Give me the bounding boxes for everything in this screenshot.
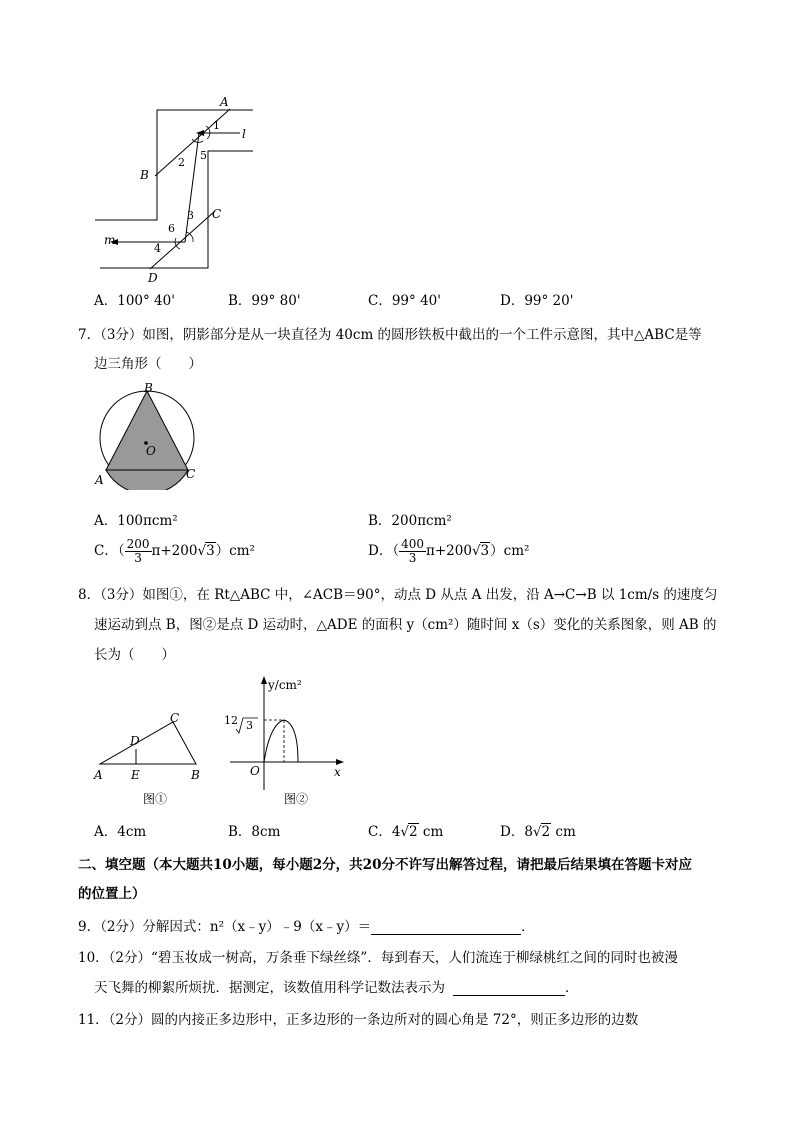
q6-option-a: A．100° 40'	[94, 293, 175, 309]
q7-option-c: C．（ $\frac{200}{3}$ π+200√3）cm²	[94, 537, 255, 565]
q7-option-d: D．（ $\frac{400}{3}$ π+200√3）cm²	[368, 537, 530, 565]
q10-answer-blank[interactable]	[453, 979, 565, 996]
label-m: m	[104, 233, 116, 247]
q8-fig1-label-A: A	[94, 768, 103, 782]
q11-text-line1: 11．（2分）圆的内接正多边形中，正多边形的一条边所对的圆心角是 72°，则正多边形的边数	[78, 1012, 639, 1028]
q8-fig1-label-D: D	[130, 734, 140, 748]
q8-text-line3: 长为（ ）	[94, 647, 175, 663]
q8-fig1-label-C: C	[170, 711, 180, 725]
label-A: A	[220, 95, 229, 109]
label-4: 4	[154, 242, 161, 255]
q7-text-line2: 边三角形（ ）	[94, 356, 202, 372]
question6-figure	[90, 92, 270, 287]
label-6: 6	[168, 222, 175, 235]
q9-answer-blank[interactable]	[371, 918, 521, 935]
q8-option-a: A．4cm	[94, 824, 147, 840]
q8-text-line2: 速运动到点 B，图②是点 D 运动时，△ADE 的面积 y（cm²）随时间 x（s）变化的关系图象，则 AB 的	[94, 617, 717, 633]
q8-fig2-value-3: 3	[246, 719, 253, 732]
label-C: C	[212, 207, 222, 221]
q7-option-a: A．100πcm²	[94, 513, 178, 529]
q8-fig1-caption: 图①	[143, 792, 168, 806]
q10-text-line1: 10．（2分）“碧玉妆成一树高，万条垂下绿丝绦”．每到春天，人们流连于柳绿桃红之间的同时也被漫	[78, 950, 678, 966]
q6-option-b: B．99° 80'	[228, 293, 301, 309]
q8-fig2-y-label: y/cm²	[268, 678, 302, 692]
label-l: l	[242, 127, 246, 141]
q6-option-c: C．99° 40'	[368, 293, 441, 309]
q7-option-b: B．200πcm²	[368, 513, 452, 529]
question7-figure	[90, 378, 210, 490]
q8-fig2-origin: O	[250, 764, 260, 778]
label-1: 1	[213, 119, 220, 132]
q7-label-O: O	[146, 444, 156, 458]
label-D: D	[148, 271, 158, 285]
section2-heading-line2: 的位置上）	[78, 886, 146, 902]
q8-option-b: B．8cm	[228, 824, 281, 840]
q8-text-line1: 8．（3分）如图①，在 Rt△ABC 中，∠ACB＝90°，动点 D 从点 A 出发，沿 A→C→B 以 1cm/s 的速度匀	[78, 587, 718, 603]
q8-fig2-caption: 图②	[284, 792, 309, 806]
q8-fig1-label-B: B	[191, 768, 200, 782]
q8-option-d: D．8√2 cm	[500, 824, 576, 840]
q9-text: 9．（2分）分解因式：n²（x﹣y）﹣9（x﹣y）＝ ．	[78, 919, 535, 935]
q8-fig2-x-label: x	[334, 765, 341, 779]
label-2: 2	[178, 156, 185, 169]
label-3: 3	[187, 209, 194, 222]
label-B: B	[140, 168, 149, 182]
q8-fig2-value-12: 12	[224, 714, 238, 727]
q6-option-d: D．99° 20'	[500, 293, 574, 309]
q7-label-A: A	[95, 473, 104, 487]
q10-text-line2: 天飞舞的柳絮所烦扰．据测定，该数值用科学记数法表示为 ．	[94, 980, 579, 996]
q8-option-c: C．4√2 cm	[368, 824, 444, 840]
question8-figure1	[90, 708, 220, 808]
q7-label-C: C	[186, 467, 196, 481]
question8-figure2	[222, 672, 352, 808]
q7-label-B: B	[144, 381, 153, 395]
section2-heading-line1: 二、填空题（本大题共10小题，每小题2分，共20分不许写出解答过程，请把最后结果填在答题卡对应	[78, 857, 692, 873]
q8-fig1-label-E: E	[131, 768, 140, 782]
q7-text-line1: 7．（3分）如图，阴影部分是从一块直径为 40cm 的圆形铁板中截出的一个工件示意图，其中△ABC是等	[78, 327, 702, 343]
label-5: 5	[200, 149, 207, 162]
